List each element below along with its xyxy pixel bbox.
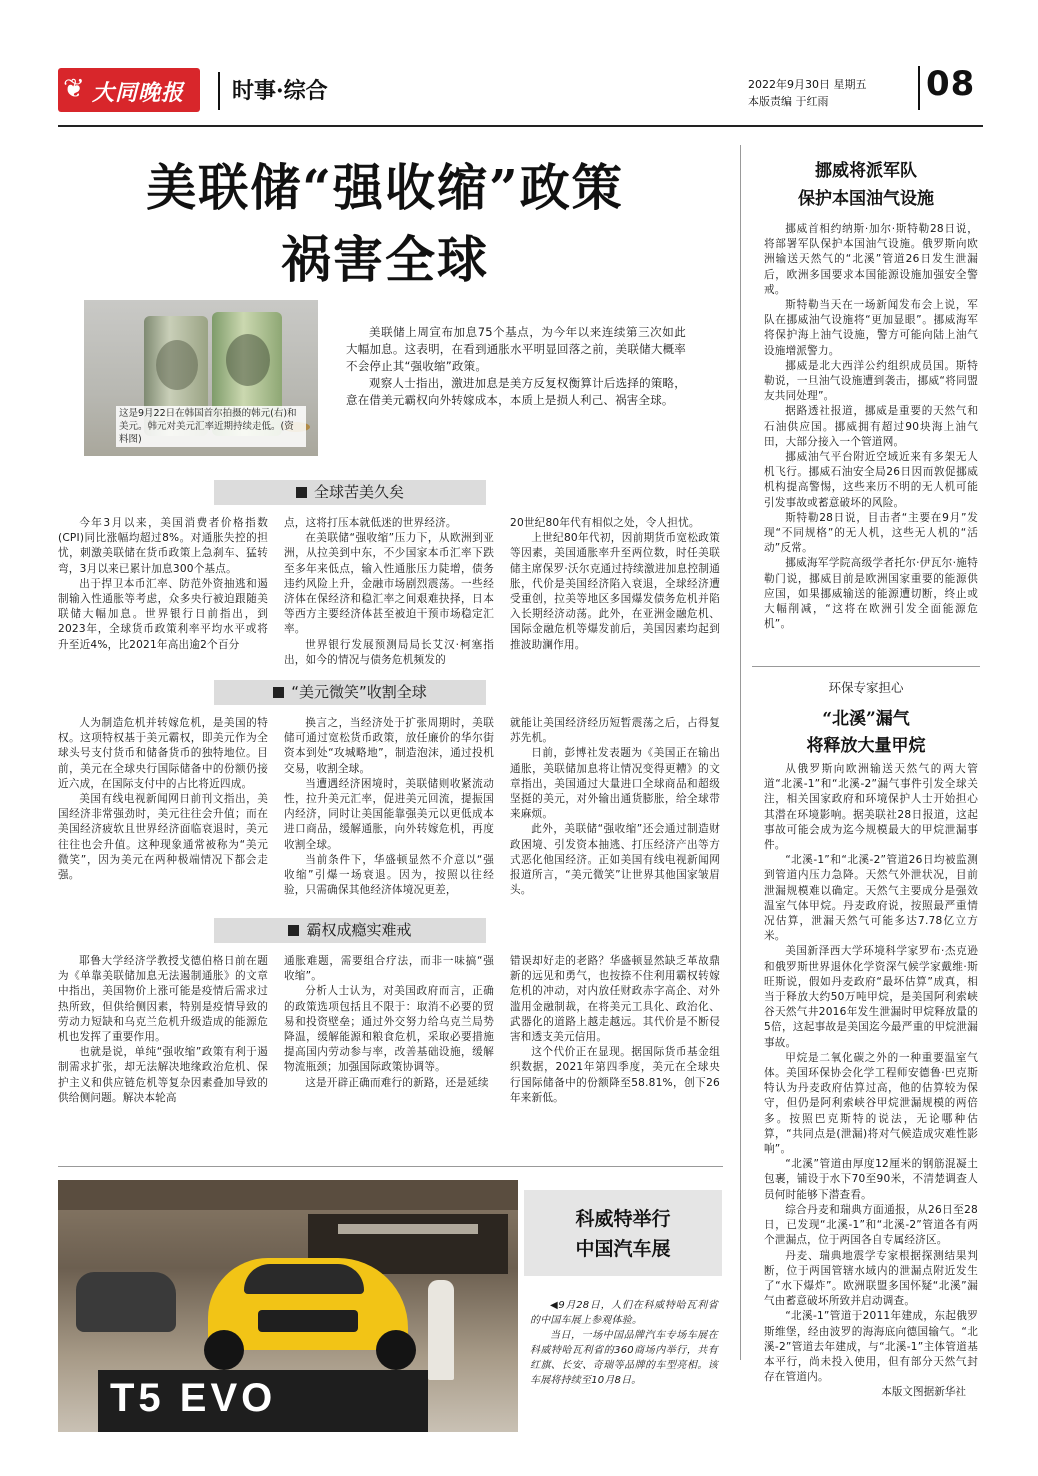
body-paragraph: 丹麦、瑞典地震学专家根据探测结果判断，位于两国管辖水域内的泄漏点附近发生了“水下爆炸”。欧洲联盟多国怀疑“北溪”漏气由蓄意破坏所致并启动调查。 [764, 1249, 978, 1308]
subhead-text: 全球苦美久矣 [313, 483, 404, 501]
body-paragraph: 美国新泽西大学环境科学家罗布·杰克逊和俄罗斯世界退休化学资深气候学家戴维·斯旺斯说，假如丹麦政府“最坏估算”成真，相当于释放大约50万吨甲烷，是美国阿利索峡谷天然气井2016年发生泄漏时甲烷释放量的5倍，这起事故是美国迄今最严重的甲烷泄漏事故。 [764, 945, 978, 1049]
square-bullet-icon [288, 925, 299, 936]
section-title: 时事·综合 [232, 78, 328, 104]
s3-col3 [510, 954, 720, 1106]
s1-col3 [510, 516, 720, 653]
car-grille [258, 1310, 358, 1332]
lead-paragraph: 美联储上周宣布加息75个基点，为今年以来连续第三次如此大幅加息。这表明，在看到通胀水平明显回落之前，美联储大概率不会停止其“强收缩”政策。 [346, 325, 686, 373]
issue-date: 2022年9月30日 星期五 [748, 78, 867, 91]
won-portrait [226, 334, 270, 386]
square-bullet-icon [296, 487, 307, 498]
page-number-divider [918, 66, 920, 110]
s2-col2 [284, 716, 494, 898]
mall-ceiling [58, 1180, 518, 1210]
body-paragraph: 今年3月以来，美国消费者价格指数(CPI)同比涨幅均超过8%。对通胀失控的担忧，刺激美联储在货币政策上急刹车、猛转弯，3月以来已累计加息300个基点。 [58, 517, 268, 575]
car-wheel-right [376, 1330, 416, 1370]
logo-text: 大同晚报 [92, 80, 185, 106]
body-paragraph: 此外，美联储“强收缩”还会通过制造财政困境、引发资本抽逃、打压经济产出等方式恶化他国经济。正如美国有线电视新闻网报道所言，“美元微笑”让世界其他国家皱眉头。 [510, 823, 720, 897]
page-editor: 本版责编 于红雨 [748, 95, 829, 108]
header-rule [58, 125, 983, 127]
body-paragraph: 这是开辟正确而难行的新路，还是延续 [305, 1076, 489, 1089]
bottom-rule [58, 1166, 723, 1167]
square-bullet-icon [273, 687, 284, 698]
body-paragraph: 综合丹麦和瑞典方面通报，从26日至28日，已发现“北溪-1”和“北溪-2”管道各有两个泄漏点，位于两国各自专属经济区。 [764, 1203, 978, 1247]
s2-col1 [58, 716, 268, 883]
main-headline-line2: 祸害全球 [281, 230, 489, 289]
body-paragraph: 这个代价正在显现。据国际货币基金组织数据，2021年第四季度，美元在全球央行国际储备中的份额降至58.81%，创下26年来新低。 [510, 1046, 720, 1104]
body-paragraph: “北溪-1”管道于2011年建成，东起俄罗斯维堡，经由波罗的海海底向德国输气。“北溪-2”管道去年建成，与“北溪-1”主体管道基本平行，尚未投入使用，但有部分天然气封存在管道内。 [764, 1310, 978, 1384]
body-paragraph: 20世纪80年代有相似之处，令人担忧。 [510, 517, 700, 529]
masthead [58, 62, 983, 120]
lead-intro [346, 324, 686, 409]
body-paragraph: “北溪”管道由厚度12厘米的钢筋混凝土包裹，铺设于水下70至90米，不清楚调查人员何时能够下潜查看。 [764, 1158, 978, 1201]
source-credit: 本版文图据新华社 [881, 1386, 966, 1399]
body-paragraph: 点，这将打压本就低迷的世界经济。 [284, 517, 457, 529]
s1-col1 [58, 516, 268, 653]
car-show-photo [58, 1180, 518, 1432]
subhead-text: 霸权成瘾实难戒 [306, 921, 412, 939]
body-paragraph: “北溪-1”和“北溪-2”管道26日均被监测到管道内压力急降。天然气外泄状况，目前泄漏规模难以确定。天然气主要成分是强效温室气体甲烷。丹麦政府说，按照最严重情况估算，泄漏天然气可能多达7.78亿立方米。 [764, 854, 978, 943]
norway-title-line1: 挪威将派军队 [815, 161, 917, 181]
norway-story [764, 222, 978, 632]
norway-title-line2: 保护本国油气设施 [798, 189, 934, 209]
body-paragraph: 通胀难题，需要组合疗法，而非一味搞“强收缩”。 [284, 955, 494, 983]
body-paragraph: 错误却好走的老路？华盛顿显然缺乏革故鼎新的远见和勇气，也按捺不住利用霸权转嫁危机的冲动，对内放任财政赤字高企、对外滥用金融制裁，在将美元工具化、政治化、武器化的道路上越走越远。其代价是不断侵害和透支美元信用。 [510, 955, 720, 1044]
body-paragraph: 美国有线电视新闻网日前刊文指出，美国经济非常强劲时，美元往往会升值；而在美国经济疲软且世界经济面临衰退时，美元往往也会升值。这种现象通常被称为“美元微笑”，因为美元在两种极端情况下都会走强。 [58, 793, 268, 882]
s3-col2 [284, 954, 494, 1091]
nordstream-story [764, 762, 978, 1400]
s3-col1 [58, 954, 268, 1106]
dollar-portrait [156, 340, 198, 390]
body-paragraph: 世界银行发展预测局局长艾汉·柯塞指出，如今的情况与债务危机频发的 [284, 638, 494, 666]
car-wheel-left [204, 1330, 244, 1370]
body-paragraph: 上世纪80年代初，因前期货币宽松政策等因素，美国通胀率升至两位数，时任美联储主席保罗·沃尔克通过持续激进加息控制通胀，代价是美国经济陷入衰退，全球经济遭受重创，拉美等地区多国爆发债务危机并陷入长期经济动荡。此外，在亚洲金融危机、国际金融危机等爆发前后，美国因素均起到推波助澜作用。 [510, 532, 720, 651]
car-show-title-line2: 中国汽车展 [575, 1238, 671, 1260]
flame-icon: ❦ [63, 74, 85, 104]
body-paragraph: 挪威海军学院高级学者托尔·伊瓦尔·施特勒门说，挪威目前是欧洲国家重要的能源供应国，如果挪威输送的能源遭切断，终止或大幅削减，“这将在欧洲引发全面能源危机”。 [764, 557, 978, 631]
visitor-person [428, 1280, 454, 1380]
s2-col3 [510, 716, 720, 898]
body-paragraph: 斯特勒当天在一场新闻发布会上说，军队在挪威油气设施将“更加显眼”。挪威海军将保护海上油气设施，警方可能向陆上油气设施增派警力。 [764, 299, 978, 357]
body-paragraph: 就能让美国经济经历短暂震荡之后，占得复苏先机。 [510, 717, 720, 745]
subhead-hegemony [214, 918, 486, 943]
body-paragraph: 挪威是北大西洋公约组织成员国。斯特勒说，一旦油气设施遭到袭击，挪威“将同盟友共同处理”。 [764, 359, 978, 403]
car-model-label: T5 EVO [110, 1376, 277, 1420]
subhead-global-suffering [214, 480, 486, 505]
body-paragraph: 日前，彭博社发表题为《美国正在输出通胀，美联储加息将让情况变得更糟》的文章指出，美国通过大量进口全球商品和超级坚挺的美元，对外输出通货膨胀，给全球带来麻烦。 [510, 747, 720, 821]
s1-col2 [284, 516, 494, 668]
body-paragraph: 人为制造危机并转嫁危机，是美国的特权。这项特权基于美元霸权，即美元作为全球头号支付货币和储备货币的独特地位。目前，美元在全球央行国际储备中的份额仍接近六成，在国际支付中的占比将近四成。 [58, 717, 268, 790]
body-paragraph: 当前条件下，华盛顿显然不介意以“强收缩”引爆一场衰退。因为，按照以往经验，只需确保其他经济体境况更差， [284, 853, 494, 897]
caption-paragraph: 当日，一场中国品牌汽车专场车展在科威特哈瓦利省的360商场内举行，共有红旗、长安、奇瑞等品牌的车型亮相。该车展将持续至10月8日。 [530, 1330, 718, 1386]
car-show-title-line1: 科威特举行 [575, 1208, 671, 1230]
nordstream-title-line1: “北溪”漏气 [822, 709, 910, 729]
body-paragraph: 挪威油气平台附近空域近来有多架无人机飞行。挪威石油安全局26日因而敦促挪威机构提高警惕，这些来历不明的无人机可能引发事故或蓄意破坏的风险。 [764, 451, 978, 509]
body-paragraph: 当遭遇经济困境时，美联储则收紧流动性，拉升美元汇率，促进美元回流，提振国内经济，同时让美国能靠强美元以更低成本进口商品，缓解通胀，向外转嫁危机，再度收割全球。 [284, 777, 494, 851]
body-paragraph: 分析人士认为，对美国政府而言，正确的政策选项包括且不限于：取消不必要的贸易和投资壁垒；通过外交努力给乌克兰局势降温，缓解能源和粮食危机，采取必要措施提高国内劳动参与率，改善基础设施，缓解物流瓶颈；加强国际政策协调等。 [284, 985, 494, 1074]
body-paragraph: 挪威首相约纳斯·加尔·斯特勒28日说，将部署军队保护本国油气设施。俄罗斯向欧洲输送天然气的“北溪”管道26日发生泄漏后，欧洲多国要求本国能源设施加强安全警戒。 [764, 223, 978, 296]
nordstream-kicker: 环保专家担心 [828, 680, 904, 695]
body-paragraph: 在美联储“强收缩”压力下，从欧洲到亚洲，从拉美到中东，不少国家本币汇率下跌至多年来低点，输入性通胀压力陡增，债务违约风险上升，金融市场剧烈震荡。一些经济体在保经济和稳汇率之间艰难抉择，日本等西方主要经济体甚至被迫干预市场稳定汇率。 [284, 532, 494, 636]
car-show-title-box [524, 1190, 722, 1276]
body-paragraph: 出于捍卫本币汇率、防范外资抽逃和遏制输入性通胀等考虑，众多央行被迫跟随美联储大幅加息。世界银行日前指出，到2023年，全球货币政策利率平均水平或将升至近4%，比2021年高出逾2个百分 [58, 577, 268, 651]
body-paragraph: 斯特勒28日说，目击者“主要在9月”发现“不同规格”的无人机，这些无人机的“活动”反常。 [764, 511, 978, 555]
body-paragraph: 据路透社报道，挪威是重要的天然气和石油供应国。挪威拥有超过90块海上油气田，大部分接入一个管道网。 [764, 405, 978, 448]
car-windshield [244, 1264, 364, 1294]
main-headline-line1: 美联储“强收缩”政策 [146, 158, 624, 217]
subhead-text: “美元微笑”收割全球 [291, 683, 427, 701]
subhead-dollar-smile [214, 680, 486, 705]
caption-paragraph: ◀9月28日，人们在科威特哈瓦利省的中国车展上参观体验。 [530, 1300, 718, 1326]
lead-paragraph: 观察人士指出，激进加息是美方反复权衡算计后选择的策略，意在借美元霸权向外转嫁成本，本质上是损人利己、祸害全球。 [346, 376, 686, 407]
column-rule [740, 145, 741, 1360]
body-paragraph: 换言之，当经济处于扩张周期时，美联储可通过宽松货币政策，放任廉价的华尔街资本到处“攻城略地”，制造泡沫，通过投机交易，收割全球。 [284, 717, 494, 775]
page-number: 08 [926, 64, 976, 104]
suv-dark [76, 1272, 176, 1332]
header-divider [218, 72, 220, 110]
car-show-caption [530, 1298, 718, 1388]
nordstream-title-line2: 将释放大量甲烷 [806, 736, 926, 756]
body-paragraph: 也就是说，单纯“强收缩”政策有利于遏制需求扩张，却无法解决地缘政治危机、保护主义和供应链危机等复杂因素叠加导致的供给侧问题。解决本轮高 [58, 1046, 268, 1104]
side-rule [752, 666, 980, 667]
body-paragraph: 耶鲁大学经济学教授戈德伯格日前在题为《单靠美联储加息无法遏制通胀》的文章中指出，美国物价上涨可能是疫情后需求过热所致，但供给侧因素，特别是疫情导致的劳动力短缺和乌克兰危机升级造成的能源危机也发挥了重要作用。 [58, 955, 268, 1044]
body-paragraph: 甲烷是二氧化碳之外的一种重要温室气体。美国环保协会化学工程师安德鲁·巴克斯特认为丹麦政府估算过高，他的估算较为保守，但仍是阿利索峡谷甲烷泄漏规模的两倍多。按照巴克斯特的说法，无论哪种估算，“共同点是(泄漏)将对气候造成灾难性影响”。 [764, 1051, 978, 1156]
logo [58, 68, 200, 112]
store-sign [338, 1224, 478, 1234]
body-paragraph: 从俄罗斯向欧洲输送天然气的两大管道“北溪-1”和“北溪-2”漏气事件引发全球关注，相关国家政府和环境保护人士开始担心其潜在环境影响。据美联社28日报道，这起事故可能会成为迄今规模最大的甲烷泄漏事件。 [764, 763, 978, 852]
lead-photo-caption: 这是9月22日在韩国首尔拍摄的韩元(右)和美元。韩元对美元汇率近期持续走低。(资料图) [116, 406, 306, 447]
